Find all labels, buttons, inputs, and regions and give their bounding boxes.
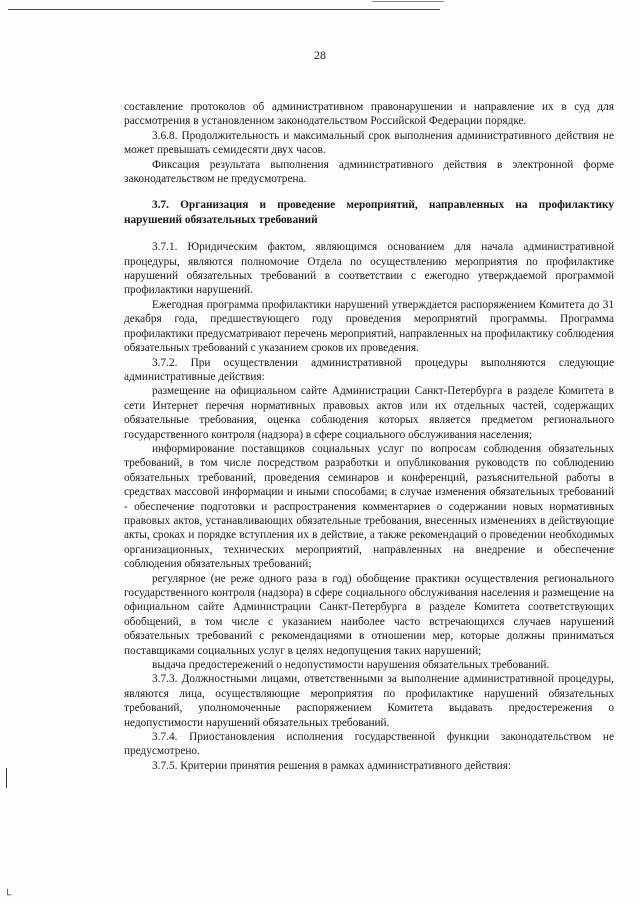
paragraph-3-7-2: 3.7.2. При осуществлении административной процедуры выполняются следующие административные действия: — [124, 356, 614, 383]
paragraph-3-7-4: 3.7.4. Приостановления исполнения государственной функции законодательством не предусмотрено. — [124, 731, 614, 758]
list-item-website-posting: размещение на официальном сайте Администрации Санкт-Петербурга в разделе Комитета в сети Интернет перечня нормативных правовых актов или их отдельных частей, содержащих обязательные требования, оценка соблюдения которых является предметом регионального государственного контроля (надзора) в сфере социального обслуживания населения; — [124, 385, 614, 441]
section-heading-3-7: 3.7. Организация и проведение мероприятий, направленных на профилактику нарушений обязательных требований — [124, 199, 614, 226]
paragraph-3-7-3: 3.7.3. Должностными лицами, ответственными за выполнение административной процедуры, являются лица, осуществляющие мероприятия по профилактике нарушений обязательных требований, уполномоченные распоряжением Комитета выдавать предостережения о недопустимости нарушений обязательных требований. — [124, 673, 614, 729]
list-item-informing: информирование поставщиков социальных услуг по вопросам соблюдения обязательных требований, в том числе посредством разработки и опубликования руководств по соблюдению обязательных требований, проведения семинаров и конференций, разъяснительной работы в средствах массовой информации и иными способами; в случае изменения обязательных требований - обеспечение подготовки и распространения комментариев о содержании новых нормативных правовых актов, устанавливающих обязательные требования, внесенных изменениях в действующие акты, сроках и порядке вступления их в действие, а также рекомендаций о проведении необходимых организационных, технических мероприятий, направленных на внедрение и обеспечение соблюдения обязательных требований; — [124, 442, 614, 571]
document-body — [124, 100, 614, 773]
list-item-generalization: регулярное (не реже одного раза в год) обобщение практики осуществления регионального государственного контроля (надзора) в сфере социального обслуживания населения и размещение на официальном сайте Администрации Санкт-Петербурга в разделе Комитета соответствующих обобщений, в том числе с указанием наиболее часто встречающихся случаев нарушений обязательных требований с рекомендациями в отношении мер, которые должны приниматься поставщиками социальных услуг в целях недопущения таких нарушений; — [124, 572, 614, 657]
paragraph-continuation: составление протоколов об административном правонарушении и направление их в суд для рассмотрения в установленном законодательством Российской Федерации порядке. — [124, 101, 614, 128]
corner-mark: └ — [4, 890, 12, 901]
paragraph-annual-program: Ежегодная программа профилактики нарушений утверждается распоряжением Комитета до 31 декабря года, предшествующего году проведения мероприятий программы. Программа профилактики предусматривают перечень мероприятий, направленных на профилактику соблюдения обязательных требований с указанием сроков их проведения. — [124, 298, 614, 355]
paragraph-3-7-5: 3.7.5. Критерии принятия решения в рамках административного действия: — [152, 759, 512, 772]
page-number: 28 — [314, 48, 326, 62]
paragraph-fixation: Фиксация результата выполнения административного действия в электронной форме законодательством не предусмотрена. — [124, 158, 614, 186]
paragraph-3-7-1: 3.7.1. Юридическим фактом, являющимся основанием для начала административной процедуры, являются полномочие Отдела по осуществлению мероприятия по профилактике нарушений обязательных требований в соответствии с ежегодно утверждаемой программой профилактики нарушений. — [124, 241, 614, 297]
header-rule-short — [372, 1, 444, 2]
margin-mark — [6, 768, 7, 788]
paragraph-3-6-8: 3.6.8. Продолжительность и максимальный срок выполнения административного действия не может превышать семидесяти двух часов. — [124, 129, 614, 157]
list-item-warnings: выдача предостережений о недопустимости нарушения обязательных требований. — [152, 659, 550, 672]
header-rule — [8, 9, 440, 10]
